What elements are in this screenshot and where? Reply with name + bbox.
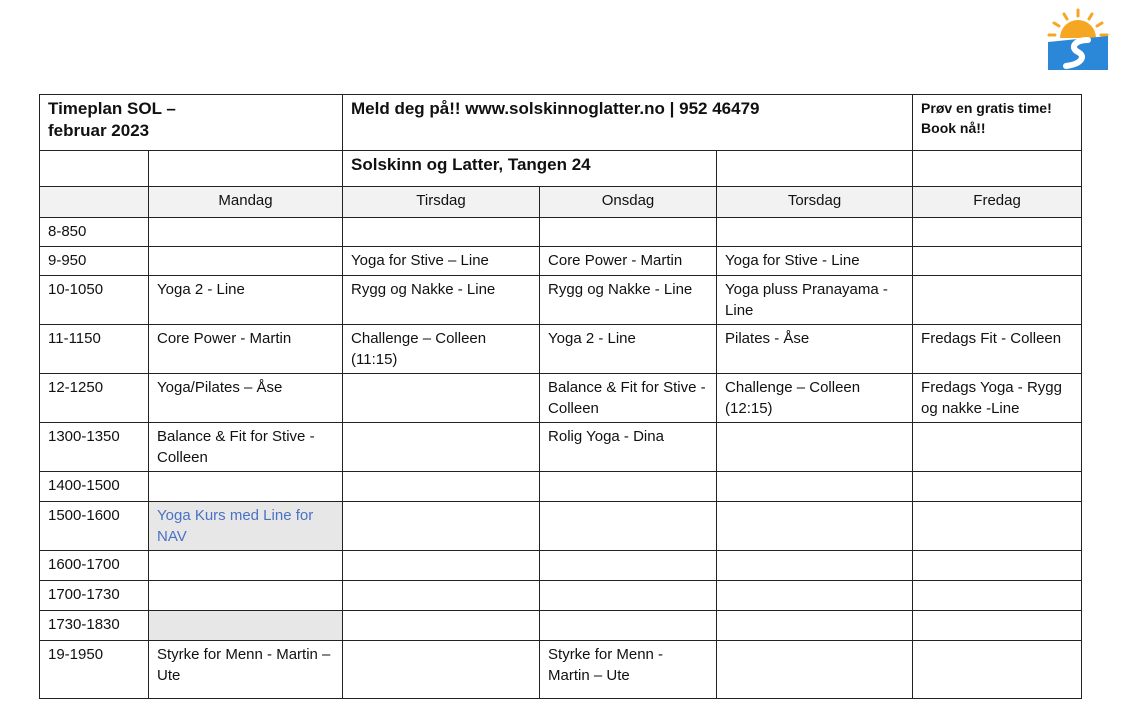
class-cell: [717, 641, 913, 699]
promo-text: Prøv en gratis time! Book nå!!: [913, 95, 1082, 151]
class-cell: [149, 472, 343, 502]
table-row: [40, 325, 1082, 374]
empty-cell: [149, 151, 343, 187]
time-cell: 8-850: [40, 218, 149, 247]
class-cell: [343, 611, 540, 641]
class-cell: [540, 218, 717, 247]
day-header-row: [40, 187, 1082, 218]
class-cell: Balance & Fit for Stive - Colleen: [149, 423, 343, 472]
class-cell: [717, 551, 913, 581]
class-cell: [717, 218, 913, 247]
class-cell-highlighted: Yoga Kurs med Line for NAV: [149, 502, 343, 551]
class-cell: Balance & Fit for Stive - Colleen: [540, 374, 717, 423]
class-cell: [913, 581, 1082, 611]
class-cell: [717, 423, 913, 472]
header-row: [40, 95, 1082, 151]
table-row: [40, 423, 1082, 472]
class-cell: [343, 641, 540, 699]
class-cell: Pilates - Åse: [717, 325, 913, 374]
class-cell: [149, 581, 343, 611]
day-header-torsdag: Torsdag: [717, 187, 913, 218]
class-cell: Rygg og Nakke - Line: [540, 276, 717, 325]
class-cell: [149, 247, 343, 276]
time-cell: 11-1150: [40, 325, 149, 374]
class-cell: [540, 581, 717, 611]
table-row: [40, 276, 1082, 325]
class-cell: Styrke for Menn - Martin – Ute: [540, 641, 717, 699]
sun-logo-icon: [1044, 8, 1112, 72]
class-cell: [540, 502, 717, 551]
class-cell: [717, 472, 913, 502]
class-cell: Rolig Yoga - Dina: [540, 423, 717, 472]
class-cell-highlighted: [149, 611, 343, 641]
class-cell: [913, 423, 1082, 472]
table-row: [40, 641, 1082, 699]
class-cell: [717, 502, 913, 551]
class-cell: Yoga for Stive – Line: [343, 247, 540, 276]
empty-cell: [913, 151, 1082, 187]
class-cell: [913, 472, 1082, 502]
class-cell: Yoga for Stive - Line: [717, 247, 913, 276]
time-cell: 1500-1600: [40, 502, 149, 551]
class-cell: Fredags Yoga - Rygg og nakke -Line: [913, 374, 1082, 423]
signup-info: Meld deg på!! www.solskinnoglatter.no | 952 46479: [343, 95, 913, 151]
day-header-fredag: Fredag: [913, 187, 1082, 218]
class-cell: [913, 611, 1082, 641]
class-cell: [149, 551, 343, 581]
class-cell: Yoga 2 - Line: [540, 325, 717, 374]
class-cell: [540, 551, 717, 581]
class-cell: Yoga 2 - Line: [149, 276, 343, 325]
class-cell: Yoga pluss Pranayama - Line: [717, 276, 913, 325]
table-row: [40, 472, 1082, 502]
day-header-onsdag: Onsdag: [540, 187, 717, 218]
time-cell: 1730-1830: [40, 611, 149, 641]
day-header-tirsdag: Tirsdag: [343, 187, 540, 218]
table-row: [40, 551, 1082, 581]
class-cell: Core Power - Martin: [149, 325, 343, 374]
class-cell: [343, 502, 540, 551]
schedule-table: [39, 94, 1082, 699]
table-row: [40, 581, 1082, 611]
time-cell: 10-1050: [40, 276, 149, 325]
time-cell: 12-1250: [40, 374, 149, 423]
table-row: [40, 611, 1082, 641]
class-cell: [913, 218, 1082, 247]
location-title: Solskinn og Latter, Tangen 24: [343, 151, 717, 187]
class-cell: Rygg og Nakke - Line: [343, 276, 540, 325]
time-cell: 1600-1700: [40, 551, 149, 581]
class-cell: [913, 641, 1082, 699]
class-cell: Core Power - Martin: [540, 247, 717, 276]
class-cell: [913, 551, 1082, 581]
class-cell: [913, 276, 1082, 325]
empty-cell: [717, 151, 913, 187]
time-cell: 1700-1730: [40, 581, 149, 611]
table-row: [40, 502, 1082, 551]
table-row: [40, 218, 1082, 247]
class-cell: [540, 611, 717, 641]
location-row: [40, 151, 1082, 187]
empty-cell: [40, 151, 149, 187]
class-cell: [149, 218, 343, 247]
class-cell: [913, 502, 1082, 551]
time-cell: 9-950: [40, 247, 149, 276]
class-cell: Styrke for Menn - Martin – Ute: [149, 641, 343, 699]
class-cell: Challenge – Colleen (11:15): [343, 325, 540, 374]
table-row: [40, 374, 1082, 423]
class-cell: [343, 581, 540, 611]
class-cell: [913, 247, 1082, 276]
class-cell: [343, 374, 540, 423]
class-cell: Fredags Fit - Colleen: [913, 325, 1082, 374]
class-cell: [540, 472, 717, 502]
empty-cell: [40, 187, 149, 218]
time-cell: 1300-1350: [40, 423, 149, 472]
class-cell: [717, 611, 913, 641]
class-cell: [343, 472, 540, 502]
class-cell: Yoga/Pilates – Åse: [149, 374, 343, 423]
class-cell: [717, 581, 913, 611]
table-row: [40, 247, 1082, 276]
class-cell: [343, 423, 540, 472]
class-cell: Challenge – Colleen (12:15): [717, 374, 913, 423]
time-cell: 1400-1500: [40, 472, 149, 502]
schedule-title: Timeplan SOL – februar 2023: [40, 95, 343, 151]
class-cell: [343, 551, 540, 581]
class-cell: [343, 218, 540, 247]
time-cell: 19-1950: [40, 641, 149, 699]
day-header-mandag: Mandag: [149, 187, 343, 218]
